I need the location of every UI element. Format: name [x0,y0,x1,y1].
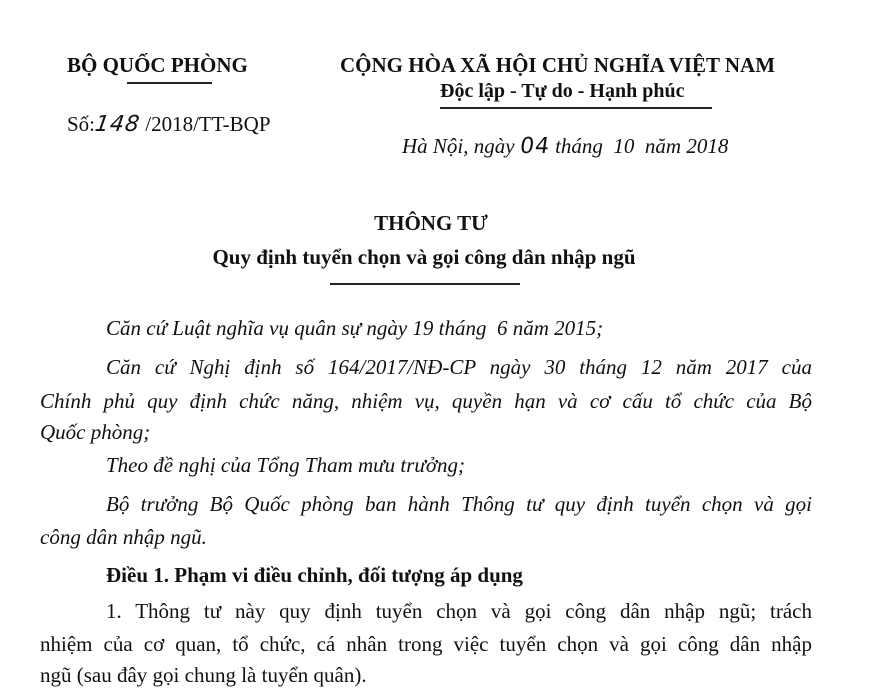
preamble-line: Căn cứ Luật nghĩa vụ quân sự ngày 19 tháng 6 năm 2015; [106,316,604,340]
article-1-line: ngũ (sau đây gọi chung là tuyển quân). [40,663,367,687]
article-1-line: nhiệm của cơ quan, tổ chức, cá nhân trong việc tuyển chọn và gọi công dân nhập [40,632,812,656]
preamble-line: Chính phủ quy định chức năng, nhiệm vụ, quyền hạn và cơ cấu tổ chức của Bộ [40,389,812,413]
ministry-name: BỘ QUỐC PHÒNG [67,53,248,77]
motto-underline [440,107,712,109]
republic-name: CỘNG HÒA XÃ HỘI CHỦ NGHĨA VIỆT NAM [340,53,776,77]
date-prefix: Hà Nội, ngày [402,134,515,158]
motto: Độc lập - Tự do - Hạnh phúc [440,80,685,102]
preamble-line: công dân nhập ngũ. [40,525,207,549]
document-number [67,112,271,137]
article-1-heading: Điều 1. Phạm vi điều chỉnh, đối tượng áp dụng [106,563,523,587]
title-rule [330,283,520,285]
handwritten-day: 04 [518,134,552,159]
preamble-line: Căn cứ Nghị định số 164/2017/NĐ-CP ngày 30 tháng 12 năm 2017 của [106,355,812,379]
number-prefix: Số: [67,112,96,136]
ministry-underline [127,82,212,84]
document-date [402,134,728,159]
date-suffix: tháng 10 năm 2018 [555,134,729,158]
handwritten-number: 148 [93,112,142,137]
number-suffix: /2018/TT-BQP [145,112,271,136]
document-type: THÔNG TƯ [374,211,488,235]
document-subject: Quy định tuyển chọn và gọi công dân nhập ngũ [212,245,636,269]
article-1-line: 1. Thông tư này quy định tuyển chọn và gọi công dân nhập ngũ; trách [106,599,812,623]
preamble-line: Theo đề nghị của Tổng Tham mưu trưởng; [106,453,466,477]
preamble-line: Quốc phòng; [40,420,151,444]
preamble-line: Bộ trưởng Bộ Quốc phòng ban hành Thông tư quy định tuyển chọn và gọi [106,492,812,516]
